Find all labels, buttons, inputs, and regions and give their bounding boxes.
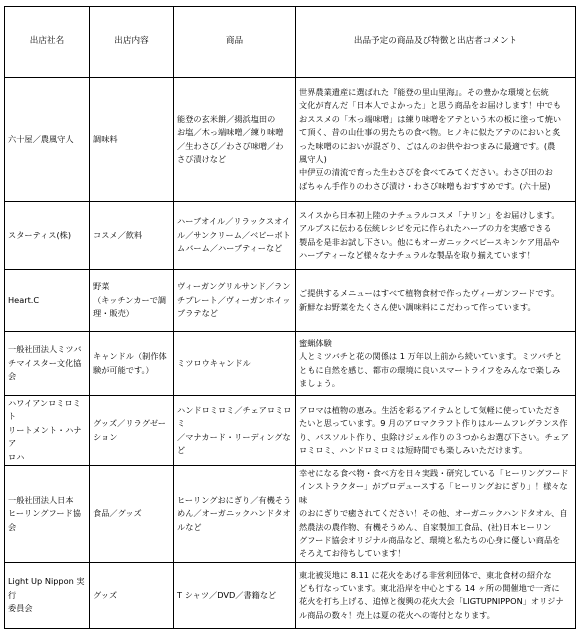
exhibitor-comment: アロマは植物の恵み。生活を彩るアイテムとして気軽に使っていただき たいと思っています。9 月のアロマクラフト作りはルームフレグランス作 り、バスソルト作り、虫除けジェル作りの３つからお選び下さい。チェア ロミロミ、ハンドロミロミは短時間でも楽しみいただけます。 [296,396,576,466]
exhibitor-name: 六十屋／農風守人 [5,78,90,202]
header-row [5,7,576,78]
exhibitor-comment: 東北被災地に 8.11 に花火をあげる非営利団体で、東北食材の紹介な ども行なっています。東北沿岸を中心とする 14 ヶ所の開催地で一斉に 花火を打ち上げる、追悼と復興の花火大会「LIGTUPNIPPON」オリジナ ル商品の数々！売上は夏の花火への寄付となります。 [296,562,576,628]
exhibit-content: 食品／グッズ [90,466,174,563]
exhibitor-name: ハワイアンロミロミト リートメント・ハナア ロハ [5,396,90,466]
exhibit-products: ハンドロミロミ／チェアロミロミ ／マナカード・リーディングなど [174,396,296,466]
exhibit-products: ミツロウキャンドル [174,332,296,396]
header-comment: 出品予定の商品及び特徴と出店者コメント [296,7,576,78]
exhibit-products: 能登の玄米餅／揚浜塩田の お塩／木っ端味噌／練り味噌 ／生わさび／わさび味噌／わ さび漬けなど [174,78,296,202]
exhibitor-name: 一般社団法人ミツバ チマイスター文化協 会 [5,332,90,396]
table-row [5,270,576,332]
exhibitor-name: Heart.C [5,270,90,332]
exhibit-content: コスメ／飲料 [90,202,174,270]
exhibitor-comment: スイスから日本初上陸のナチュラルコスメ「ナリン」をお届けします。 アルプスに伝わる伝統レシピを元に作られたハーブの力を実感できる 製品を是非お試し下さい。他にもオーガニックベビースキンケア用品や ハーブティーなど様々なナチュラルな製品を取り揃えています！ [296,202,576,270]
exhibitor-table-container [4,6,575,629]
exhibitor-comment: 蜜蝋体験 人とミツバチと花の関係は 1 万年以上前から続いています。ミツバチと ともに自然を感じ、都市の環境に良いスマートライフをみんなで楽しみ ましょう。 [296,332,576,396]
exhibitor-name: 一般社団法人日本 ヒーリングフード協 会 [5,466,90,563]
exhibitor-name: Light Up Nippon 実行 委員会 [5,562,90,628]
table-row [5,202,576,270]
exhibit-products: ヒーリングおにぎり／有機そう めん／オーガニックハンドタオ ルなど [174,466,296,563]
table-row [5,562,576,628]
exhibitor-name: スターティス(株) [5,202,90,270]
exhibitor-table [4,6,576,629]
table-row [5,332,576,396]
exhibit-content: キャンドル（制作体 験が可能です。） [90,332,174,396]
header-products: 商品 [174,7,296,78]
exhibit-products: ハーブオイル／リラックスオイ ル／サンクリーム／ベビーボト ムバーム／ハーブティーなど [174,202,296,270]
exhibit-products: T シャツ／DVD／書籍など [174,562,296,628]
exhibitor-comment: ご提供するメニューはすべて植物食材で作ったヴィーガンフードです。 新鮮なお野菜をたくさん使い調味料にこだわって作っています。 [296,270,576,332]
table-row [5,396,576,466]
exhibit-content: 調味料 [90,78,174,202]
exhibit-content: 野菜 （キッチンカーで調 理・販売） [90,270,174,332]
header-content: 出店内容 [90,7,174,78]
table-row [5,466,576,563]
exhibit-content: グッズ／リラグゼー ション [90,396,174,466]
exhibit-content: グッズ [90,562,174,628]
exhibit-products: ヴィーガングリルサンド／ラン チプレート／ヴィーガンホイッ プラテなど [174,270,296,332]
header-name: 出店社名 [5,7,90,78]
table-row [5,78,576,202]
exhibitor-comment: 幸せになる食べ物・食べ方を日々実践・研究している「ヒーリングフード インストラクター」がプロデュースする「ヒーリングおにぎり」！様々な味 のおにぎりで癒されてください！その他、オーガニックハンドタオル、自 然農法の農作物、有機そうめん、自家製加工食品、(社)日本ヒーリン グフード協会オリジナル商品など、環境と私たちの心身に優しい商品を そろえてお待ちしています！ [296,466,576,563]
exhibitor-comment: 世界農業遺産に選ばれた『能登の里山里海』。その豊かな環境と伝統 文化が育んだ「日本人でよかった」と思う商品をお届けします！中でも おススメの「木っ端味噌」は練り味噌をアテという木の板に塗って焼い て頂く、昔の山仕事の男たちの食べ物。ヒノキに似たアテのにおいと炙 った味噌のにおいが混ざり、ごはんのお供やおつまみに最適です。(農 風守人) 中伊豆の清流で育った生わさびを食べてみてください。わさび田のお ばちゃん手作りのわさび漬け・わさび味噌もおすすめです。(六十屋) [296,78,576,202]
